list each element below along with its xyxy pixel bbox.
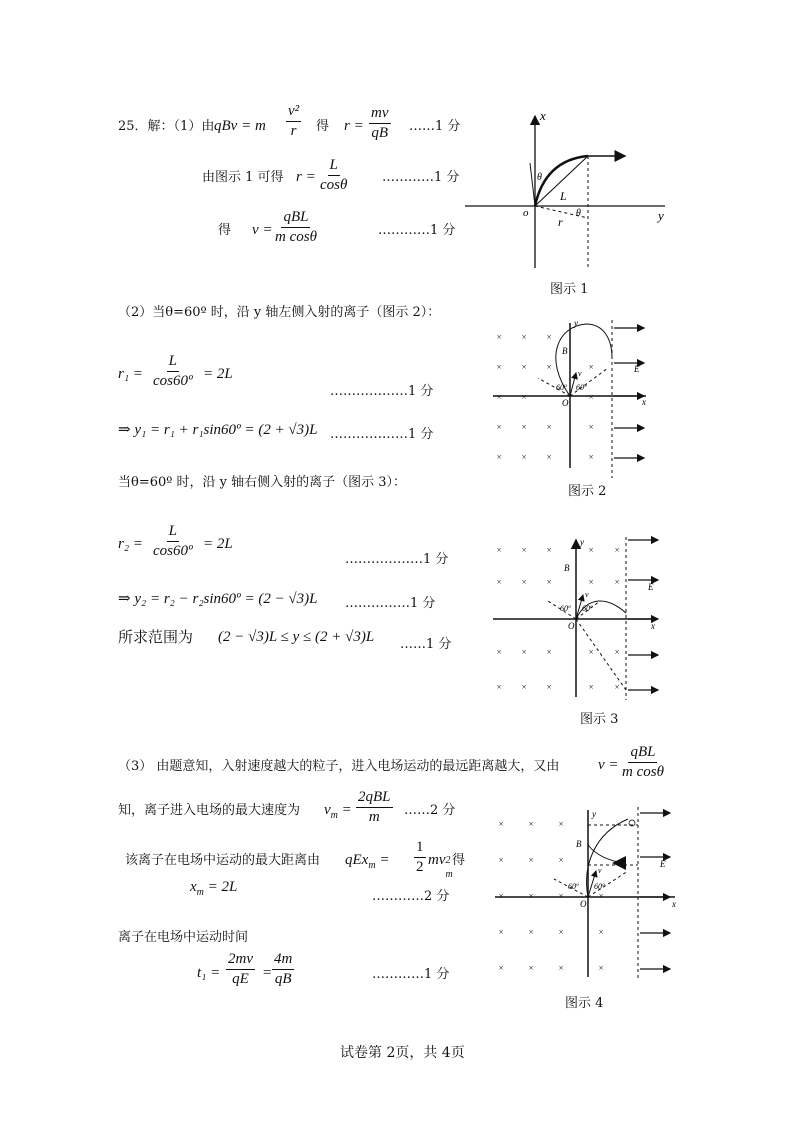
fig4-outer-arc (587, 819, 628, 897)
svg-text:×: × (546, 422, 553, 432)
eq3-fraction (320, 158, 347, 193)
eq-t1-den1: qE (232, 971, 249, 987)
svg-text:×: × (498, 963, 505, 973)
svg-text:×: × (558, 891, 565, 901)
svg-text:×: × (588, 647, 595, 657)
eq1-lhs: qBv = m (214, 118, 266, 134)
fig2-angle-right: 60º (576, 383, 587, 392)
score-r1: ………………1 分 (330, 384, 434, 399)
eq-t1-frac2 (272, 952, 294, 987)
svg-text:×: × (528, 819, 535, 829)
svg-text:×: × (521, 422, 528, 432)
svg-text:×: × (528, 891, 535, 901)
eq-r2-numerator: L (167, 524, 179, 542)
svg-text:×: × (614, 577, 621, 587)
eq-half-numerator: 1 (414, 840, 426, 858)
eq-r1-rhs: = 2L (203, 366, 233, 382)
eq-v-numerator: qBL (628, 745, 657, 763)
svg-text:×: × (521, 545, 528, 555)
svg-text:×: × (521, 362, 528, 372)
score-t1: …………1 分 (372, 967, 450, 982)
svg-text:×: × (598, 963, 605, 973)
eq2-lhs: r = (344, 118, 364, 134)
score-y1: ………………1 分 (330, 427, 434, 442)
eq2-fraction (369, 106, 391, 141)
eq-xm: $x_m = 2L$ (190, 879, 238, 898)
eq4-numerator: qBL (281, 210, 310, 228)
eq-y1: ⇒ y₁ = r₁ + r₁sin60º = (2 + √3)L (118, 422, 318, 438)
svg-text:×: × (521, 392, 528, 402)
svg-text:×: × (614, 545, 621, 555)
score-range: ……1 分 (400, 637, 452, 652)
fig4-origin: O (580, 899, 587, 909)
fig1-theta-bottom: θ (576, 208, 581, 219)
eq1-denominator: r (290, 123, 297, 139)
svg-text:×: × (588, 452, 595, 462)
svg-text:×: × (496, 422, 503, 432)
fig4-angle-left: 60º (568, 882, 579, 891)
eq-t1-num1: 2mv (226, 952, 255, 970)
part3-intro: （3） 由题意知，入射速度越大的粒子，进入电场运动的最远距离越大，又由 (118, 759, 560, 774)
eq-r1-fraction (153, 354, 193, 389)
svg-text:×: × (588, 422, 595, 432)
svg-text:×: × (528, 855, 535, 865)
fig4-E-label: E (660, 859, 666, 869)
svg-text:×: × (498, 855, 505, 865)
svg-text:×: × (588, 577, 595, 587)
svg-text:×: × (521, 577, 528, 587)
svg-text:×: × (546, 362, 553, 372)
svg-text:×: × (614, 647, 621, 657)
fig1-theta-top: θ (537, 172, 542, 183)
fig2-y-label: y (574, 318, 578, 328)
score-1: ……1 分 (409, 119, 461, 134)
eq-v-denominator: m cosθ (622, 764, 664, 780)
page-footer: 试卷第 2页，共 4页 (340, 1045, 465, 1061)
figure-4 (490, 805, 680, 985)
svg-text:×: × (521, 647, 528, 657)
eq2-numerator: mv (369, 106, 391, 124)
eq-y2: ⇒ y₂ = r₂ − r₂sin60º = (2 − √3)L (118, 591, 318, 607)
fig1-y-label: y (658, 208, 664, 223)
de-text-2: 得 (452, 853, 466, 868)
svg-text:×: × (588, 392, 595, 402)
score-y2: ……………1 分 (345, 596, 436, 611)
fig2-E-label: E (634, 364, 640, 374)
fig4-inner-arc (588, 845, 625, 863)
svg-text:×: × (546, 545, 553, 555)
svg-text:×: × (558, 819, 565, 829)
fig3-angle-left: 60º (560, 604, 571, 613)
eq-r2-lhs: r₂ = (118, 536, 143, 552)
svg-text:×: × (496, 362, 503, 372)
eq3-numerator: L (328, 158, 340, 176)
svg-text:×: × (546, 577, 553, 587)
svg-text:×: × (496, 647, 503, 657)
svg-text:×: × (498, 891, 505, 901)
fig4-y-label: y (592, 809, 596, 819)
svg-text:×: × (498, 927, 505, 937)
eq4-denominator: m cosθ (275, 229, 317, 245)
eq2-denominator: qB (371, 125, 389, 141)
svg-text:×: × (546, 647, 553, 657)
part2-intro2: 当θ=60º 时，沿 y 轴右侧入射的离子（图示 3）： (118, 475, 407, 490)
score-vm: ……2 分 (404, 803, 456, 818)
fig3-caption: 图示 3 (580, 712, 619, 727)
eq1-numerator: v² (286, 104, 301, 122)
de-text: 得 (316, 119, 330, 134)
figure-3 (488, 535, 663, 705)
fig3-y-label: y (580, 537, 584, 547)
part3-line3: 该离子在电场中运动的最大距离由 (125, 853, 321, 868)
line3-text: 得 (218, 223, 232, 238)
fig2-v-label: v (578, 369, 582, 378)
svg-text:×: × (496, 682, 503, 692)
svg-text:×: × (496, 392, 503, 402)
svg-text:×: × (598, 891, 605, 901)
eq4-lhs: v = (252, 222, 273, 238)
fig4-angle-right: 60º (594, 882, 605, 891)
eq3-lhs: r = (296, 169, 316, 185)
eq-half-denominator: 2 (416, 859, 424, 875)
part3-line2: 知，离子进入电场的最大速度为 (118, 803, 301, 818)
svg-text:×: × (558, 963, 565, 973)
eq-r1-lhs: r₁ = (118, 366, 143, 382)
line2-text: 由图示 1 可得 (202, 170, 284, 185)
range-text: 所求范围为 (118, 628, 194, 646)
score-2: …………1 分 (382, 170, 460, 185)
eq-v-lhs: v = (598, 757, 619, 773)
fig1-velocity-start (530, 163, 535, 206)
svg-text:×: × (528, 963, 535, 973)
svg-text:×: × (496, 332, 503, 342)
fig2-x-label: x (642, 397, 646, 407)
fig3-E-label: E (648, 582, 654, 592)
svg-text:×: × (498, 819, 505, 829)
fig3-B-label: B (564, 563, 570, 573)
eq-vm-numerator: 2qBL (356, 790, 393, 808)
svg-text:×: × (496, 452, 503, 462)
eq-vm-fraction (356, 790, 393, 825)
figure-2 (488, 318, 658, 478)
svg-text:×: × (588, 362, 595, 372)
eq-half (414, 840, 426, 875)
problem-label: 25．解：（1）由 (118, 119, 215, 134)
fig2-angle-left: 60º (556, 383, 567, 392)
svg-text:×: × (496, 545, 503, 555)
svg-text:×: × (521, 452, 528, 462)
fig4-B-label: B (576, 839, 582, 849)
fig1-caption: 图示 1 (550, 282, 589, 297)
svg-text:×: × (614, 682, 621, 692)
svg-text:×: × (546, 682, 553, 692)
svg-text:×: × (521, 332, 528, 342)
fig4-x-label: x (672, 899, 676, 909)
svg-text:×: × (588, 545, 595, 555)
svg-text:×: × (521, 682, 528, 692)
fig4-v-label: v (598, 866, 602, 875)
svg-text:×: × (528, 927, 535, 937)
eq-r2-fraction (153, 524, 193, 559)
fig1-r-label: r (558, 215, 563, 229)
eq-v-fraction (622, 745, 664, 780)
eq-vm-denominator: m (368, 809, 380, 825)
svg-text:×: × (588, 682, 595, 692)
fig1-L-label: L (560, 189, 567, 203)
eq-vm: $v_m$ = (324, 802, 352, 821)
fig2-B-label: B (562, 346, 568, 356)
fig2-origin: O (562, 398, 569, 408)
eq-mv: mv 2 m (428, 852, 453, 880)
fig3-v-label: v (585, 590, 589, 599)
eq-r2-denominator: cos60º (153, 543, 193, 559)
fig3-x-label: x (651, 621, 655, 631)
svg-text:×: × (546, 332, 553, 342)
fig3-origin: O (568, 621, 575, 631)
eq-t1-frac1 (226, 952, 255, 987)
eq3-denominator: cosθ (320, 177, 348, 193)
score-xm: …………2 分 (372, 889, 450, 904)
eq-t1-lhs: t₁ = (197, 965, 221, 981)
fig2-caption: 图示 2 (568, 484, 607, 499)
fig2-b-field-marks (496, 332, 594, 462)
eq-r1-numerator: L (167, 354, 179, 372)
svg-text:×: × (558, 855, 565, 865)
score-3: …………1 分 (378, 223, 456, 238)
svg-text:×: × (496, 577, 503, 587)
fig3-angle-right: 60º (582, 604, 593, 613)
eq1-fraction (286, 104, 301, 139)
eq-work: qEx$_m$ = (345, 852, 390, 871)
fig1-origin: o (523, 207, 529, 219)
eq-t1-num2: 4m (272, 952, 294, 970)
fig1-x-label: x (540, 108, 546, 123)
svg-text:×: × (598, 927, 605, 937)
eq-r1-denominator: cos60º (153, 373, 193, 389)
part2-intro: （2）当θ=60º 时，沿 y 轴左侧入射的离子（图示 2）： (118, 305, 441, 320)
svg-text:×: × (546, 452, 553, 462)
eq-t1-den2: qB (274, 971, 292, 987)
part3-line4: 离子在电场中运动时间 (118, 930, 249, 945)
eq4-fraction (275, 210, 317, 245)
eq-r2-rhs: = 2L (203, 536, 233, 552)
fig4-caption: 图示 4 (565, 996, 604, 1011)
svg-text:×: × (558, 927, 565, 937)
figure-1 (460, 108, 680, 278)
eq-t1-eq: = (262, 965, 273, 981)
range-eq: (2 − √3)L ≤ y ≤ (2 + √3)L (218, 629, 375, 645)
score-r2: ………………1 分 (345, 552, 449, 567)
